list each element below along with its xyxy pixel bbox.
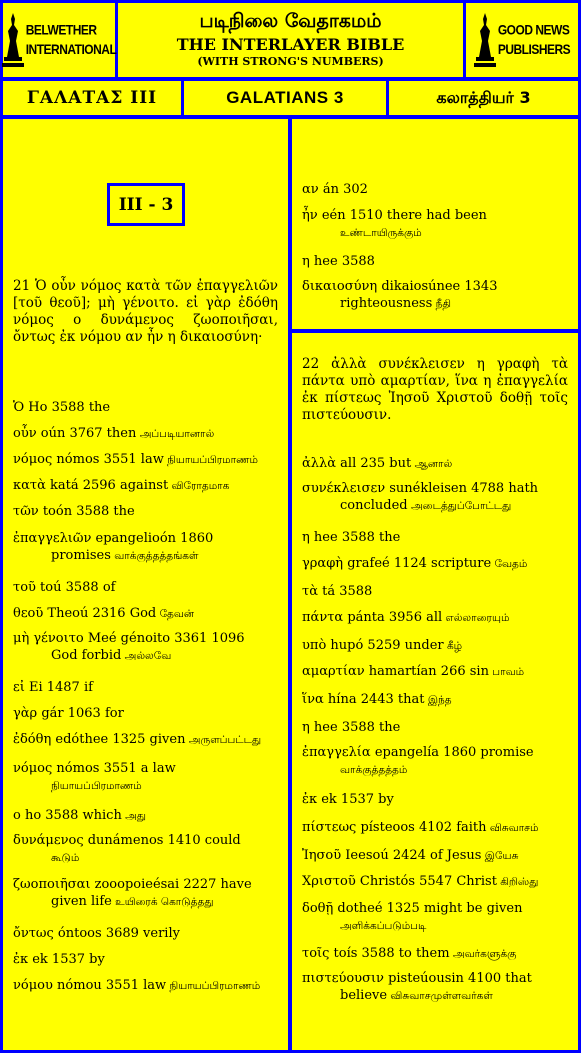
publisher-figure-icon [474, 11, 496, 69]
entry-main: συνέκλεισεν sunékleisen 4788 hath [302, 481, 539, 496]
entry-main: η hee 3588 [302, 254, 375, 269]
entry-main: νόμος nómos 3551 law [13, 452, 164, 467]
entry-tamil: உயிரைக் கொடுத்தது [111, 896, 214, 908]
lexicon-entry [302, 207, 568, 242]
entry-continuation: righteousness நீதி [340, 296, 451, 311]
logo-line-2: PUBLISHERS [497, 41, 571, 58]
entry-continuation [302, 224, 568, 242]
entry-main: αν án 302 [302, 182, 368, 197]
lexicon-entry [13, 578, 278, 597]
entry-tamil: பாவம் [488, 666, 525, 678]
entry-tamil: கிறிஸ்து [496, 876, 539, 888]
entry-main: κατὰ katá 2596 against [13, 478, 169, 493]
lexicon-entry [302, 636, 568, 656]
lexicon-entry [13, 704, 278, 723]
entry-main: ἐδόθη edóthee 1325 given [13, 732, 186, 747]
entry-tamil: நியாயப்பிரமாணம் [163, 454, 258, 466]
entry-tamil: நியாயப்பிரமாணம் [166, 980, 261, 992]
lexicon-entry [302, 818, 568, 838]
entry-main: πίστεως písteoos 4102 faith [302, 820, 487, 835]
lexicon-entry [302, 944, 568, 964]
entry-continuation: believe விசுவாசமுள்ளவர்கள் [340, 988, 493, 1003]
entry-main: Ὁ Ho 3588 the [13, 400, 111, 415]
lexicon-entry [13, 502, 278, 521]
entry-tamil: கூடும் [51, 852, 80, 864]
entry-main: εἰ Ei 1487 if [13, 680, 93, 695]
logo-line-2: INTERNATIONAL [25, 41, 117, 58]
entry-main: τῶν toón 3588 the [13, 504, 135, 519]
entry-main: νόμου nómou 3551 law [13, 978, 167, 993]
lexicon-entry [302, 846, 568, 866]
entry-tamil: அது [121, 810, 146, 822]
entry-main: ἐπαγγελιῶν epangelioón 1860 [13, 531, 214, 546]
entry-tamil: வேதம் [491, 558, 528, 570]
entry-tamil: உண்டாயிருக்கும் [340, 227, 422, 239]
bellwether-figure-icon [2, 11, 24, 69]
belwether-logo [3, 3, 115, 77]
title-tamil: படிநிலை வேதாகமம் [199, 10, 382, 32]
entry-tamil: ஆனால் [411, 458, 453, 470]
lexicon-entry [302, 790, 568, 809]
entry-tamil: இந்த [424, 694, 452, 706]
lexicon-entry [302, 554, 568, 574]
page-subtitle: (WITH STRONG'S NUMBERS) [197, 55, 384, 68]
entry-main: ἀλλὰ all 235 but [302, 456, 412, 471]
entry-main: ο ho 3588 which [13, 808, 122, 823]
lexicon-entry [302, 252, 568, 271]
entry-main: μὴ γένοιτο Meé génoito 3361 1096 [13, 631, 245, 646]
logo-line-1: GOOD NEWS [497, 21, 570, 38]
lexicon-entry [13, 730, 278, 750]
entry-continuation: God forbid அல்லவே [51, 648, 172, 663]
entry-main: ἐκ ek 1537 by [13, 952, 105, 967]
entry-main: δικαιοσύνη dikaiosúnee 1343 [302, 279, 498, 294]
entry-main: υπὸ hupó 5259 under [302, 638, 444, 653]
entry-tamil: அல்லவே [121, 650, 172, 662]
entry-main: νόμος nómos 3551 a law [13, 761, 176, 776]
book-greek: ΓΑΛΑΤΑΣ III [3, 81, 181, 115]
entry-tamil: விரோதமாக [168, 480, 230, 492]
entry-continuation: concluded அடைத்துப்போட்டது [340, 498, 512, 513]
lexicon-entry [302, 900, 568, 935]
entry-main: ὄντως óntoos 3689 verily [13, 926, 180, 941]
entry-main: τὰ tá 3588 [302, 584, 373, 599]
entry-continuation [302, 917, 568, 935]
entry-tamil: அப்படியானால் [136, 428, 215, 440]
entry-main: ἦν eén 1510 there had been [302, 208, 487, 223]
entry-tamil: தேவன் [156, 608, 195, 620]
lexicon-entry [13, 630, 278, 665]
entry-tamil: நியாயப்பிரமாணம் [51, 780, 142, 792]
entry-main: αμαρτίαν hamartían 266 sin [302, 664, 489, 679]
lexicon-entry [13, 678, 278, 697]
lexicon-entry [302, 582, 568, 601]
entry-main: ἐπαγγελία epangelía 1860 promise [302, 745, 534, 760]
entry-continuation: given life உயிரைக் கொடுத்தது [51, 894, 214, 909]
lexicon-entry [302, 744, 568, 779]
entry-tamil: அருளப்பட்டது [185, 734, 262, 746]
lexicon-entry [302, 180, 568, 199]
lexicon-entry [13, 604, 278, 624]
lexicon-entry [13, 806, 278, 826]
lexicon-entry [302, 528, 568, 547]
lexicon-entry [13, 876, 278, 911]
lexicon-entry [13, 760, 278, 795]
entry-tamil: வாக்குத்தத்தங்கள் [110, 550, 199, 562]
good-news-logo [466, 3, 578, 77]
lexicon-entry [13, 530, 278, 565]
entry-main: θεοῦ Theoú 2316 God [13, 606, 157, 621]
entry-tamil: விசுவாசமுள்ளவர்கள் [387, 990, 493, 1002]
lexicon-entry [302, 718, 568, 737]
entry-main: ἐκ ek 1537 by [302, 792, 394, 807]
entry-main: πάντα pánta 3956 all [302, 610, 443, 625]
lexicon-entry [13, 832, 278, 867]
entry-main: γὰρ gár 1063 for [13, 706, 124, 721]
lexicon-entry [302, 970, 568, 1005]
entry-tamil: கீழ் [443, 640, 463, 652]
entry-tamil: அடைத்துப்போட்டது [407, 500, 512, 512]
lexicon-entry [13, 476, 278, 496]
entry-main: τοῖς toís 3588 to them [302, 946, 450, 961]
lexicon-entry [13, 424, 278, 444]
lexicon-entry [13, 450, 278, 470]
entry-tamil: வாக்குத்தத்தம் [340, 764, 408, 776]
entry-main: Χριστοῦ Christós 5547 Christ [302, 874, 497, 889]
entry-main: τοῦ toú 3588 of [13, 580, 116, 595]
entry-tamil: எல்லாரையும் [442, 612, 510, 624]
entry-main: γραφὴ grafeé 1124 scripture [302, 556, 492, 571]
lexicon-entry [13, 976, 278, 996]
entry-main: ἵνα hína 2443 that [302, 692, 425, 707]
lexicon-entry [302, 608, 568, 628]
lexicon-entry [302, 454, 568, 474]
lexicon-entry [302, 278, 568, 313]
lexicon-entry [302, 662, 568, 682]
entry-continuation [13, 777, 278, 795]
entry-main: πιστεύουσιν pisteúousin 4100 that [302, 971, 532, 986]
verse-21: 21 Ὁ οὖν νόμος κατὰ τῶν ἐπαγγελιῶν [τοῦ θεοῦ]; μὴ γένοιτο. εἰ γὰρ ἐδόθη νόμος ο δυνάμενος ζωοποιῆσαι, ὄντως ἐκ νόμου αν ἦν η δικαιοσύνη· [13, 278, 278, 345]
entry-main: η hee 3588 the [302, 720, 401, 735]
entry-main: Ἰησοῦ Ieesoú 2424 of Jesus [302, 848, 482, 863]
entry-continuation [13, 849, 278, 867]
chapter-box: III - 3 [107, 183, 185, 226]
entry-continuation [302, 761, 568, 779]
entry-main: ζωοποιῆσαι zooopoieésai 2227 have [13, 877, 252, 892]
entry-main: δυνάμενος dunámenos 1410 could [13, 833, 241, 848]
entry-main: οὖν oún 3767 then [13, 426, 137, 441]
entry-tamil: விசுவாசம் [486, 822, 539, 834]
lexicon-entry [13, 924, 278, 943]
entry-tamil: அளிக்கப்படும்படி [340, 920, 427, 932]
lexicon-entry [13, 950, 278, 969]
entry-tamil: அவர்களுக்கு [449, 948, 517, 960]
entry-continuation: promises வாக்குத்தத்தங்கள் [51, 548, 199, 563]
lexicon-entry [302, 872, 568, 892]
verse-22: 22 ἀλλὰ συνέκλεισεν η γραφὴ τὰ πάντα υπὸ αμαρτίαν, ἵνα η ἐπαγγελία ἐκ πίστεως Ἰησοῦ Χριστοῦ δοθῇ τοῖς πιστεύουσιν. [302, 356, 568, 423]
entry-tamil: நீதி [432, 298, 451, 310]
entry-main: δοθῇ dotheé 1325 might be given [302, 901, 523, 916]
entry-main: η hee 3588 the [302, 530, 401, 545]
logo-line-1: BELWETHER [25, 21, 97, 38]
lexicon-entry [302, 480, 568, 515]
page-title: THE INTERLAYER BIBLE [176, 35, 405, 54]
entry-tamil: இயேசு [481, 850, 519, 862]
lexicon-entry [13, 398, 278, 417]
lexicon-entry [302, 690, 568, 710]
book-english: GALATIANS 3 [184, 81, 386, 115]
book-tamil: கலாத்தியர் 3 [389, 81, 578, 115]
title-block [118, 3, 463, 77]
